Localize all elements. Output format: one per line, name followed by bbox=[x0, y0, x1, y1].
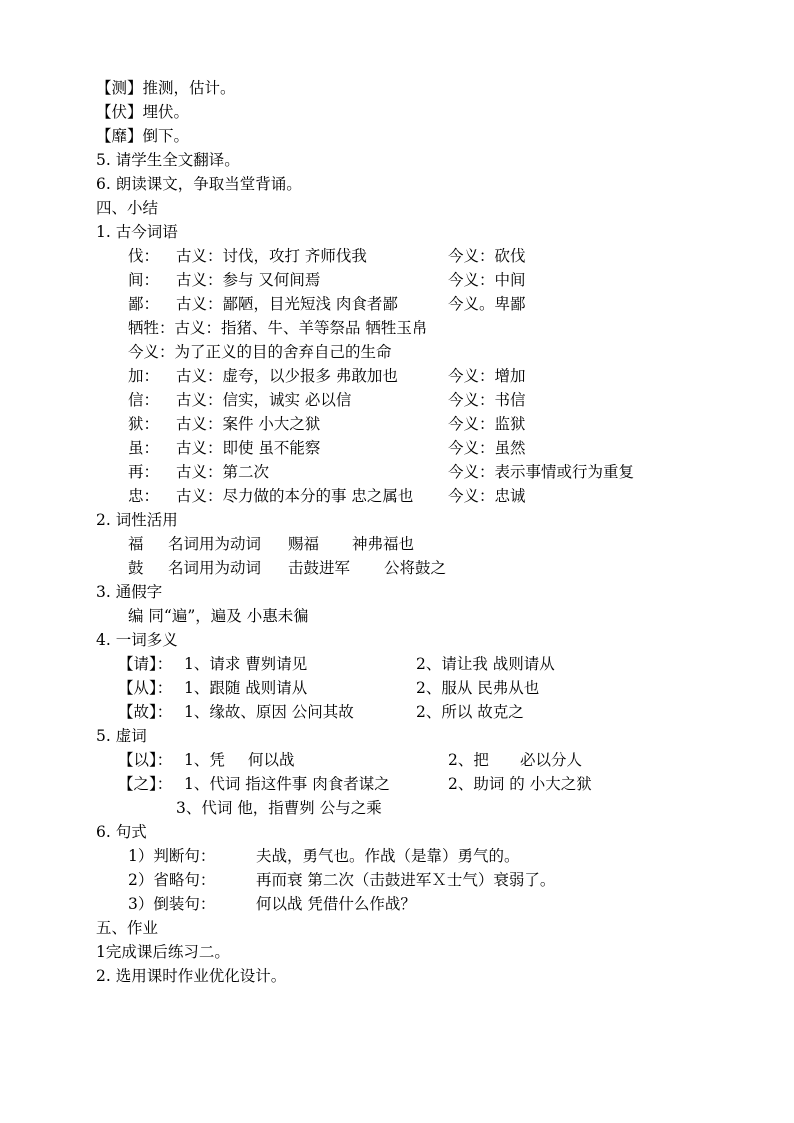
ancient-meaning: 古义：参与 又何间焉 bbox=[176, 271, 321, 289]
sentence-text: 何以战 凭借什么作战？ bbox=[256, 895, 416, 913]
ancient-meaning: 古义：第二次 bbox=[176, 463, 270, 481]
ancient-meaning: 古义：讨伐，攻打 齐师伐我 bbox=[176, 247, 367, 265]
usage-type: 名词用为动词 bbox=[168, 535, 262, 553]
modern-meaning: 今义：砍伐 bbox=[448, 247, 526, 265]
word: 忠： bbox=[128, 487, 160, 505]
modern-meaning: 今义：增加 bbox=[448, 367, 526, 385]
ancient-meaning: 古义：即使 虽不能察 bbox=[176, 439, 321, 457]
word: 再： bbox=[128, 463, 160, 481]
meaning-1: 1、缘故、原因 公问其故 bbox=[184, 703, 354, 721]
sentence-text: 夫战，勇气也。作战（是靠）勇气的。 bbox=[256, 847, 520, 865]
word: 福 bbox=[128, 535, 144, 553]
sentence-label: 1）判断句： bbox=[128, 847, 216, 865]
meaning-2: 2、请让我 战则请从 bbox=[416, 655, 555, 673]
document-page: 【测】推测，估计。 【伏】埋伏。 【靡】倒下。 5. 请学生全文翻译。 6. 朗读课文，争取当堂背诵。 四、小结 1. 古今词语 伐： 古义：讨伐，攻打 齐师伐我 今义：砍伐 间： 古义：参与 又何间焉 今义：中间 鄙： 古义：鄙陋，目光短浅 肉食者鄙 今义。卑鄙 牺牲：古义：指猪、牛、羊等祭品 牺牲玉帛 今义：为了正义的目的舍弃自己的生命 加： 古义：虚夸，以少报多 弗敢加也 今义：增加 信： 古义：信实，诚实 必以信 今义：书信 狱： 古义：案件 小大之狱 今义：监狱 虽： 古义：即使 虽不能察 今义：虽然 再： 古义：第二次 今义：表示事情或行为重复 忠： 古义：尽力做的本分的事 忠之属也 今义：忠诚 2. 词性活用 福 名词用为动词 赐福 神弗福也 鼓 名词用为动词 击鼓进军 公将鼓之 3. 通假字 编 同“遍”，遍及 小惠未徧 4. 一词多义 【请】： 1、请求 曹刿请见 2、请让我 战则请从 【从】： 1、跟随 战则请从 2、服从 民弗从也 【故】： 1、缘故、原因 公问其故 2、所以 故克之 5. 虚词 【以】： 1、凭 何以战 2、把 必以分人 【之】： 1、代词 指这件事 肉食者谋之 2、助词 的 小大之狱 3、代词 他，指曹刿 公与之乘 6. 句式 1）判断句： 夫战，勇气也。作战（是靠）勇气的。 2）省略句： 再而衰 第二次（击鼓进军Ｘ士气）衰弱了。 3）倒装句： 何以战 凭借什么作战？ 五、作业 1完成课后练习二。 2. 选用课时作业优化设计。 bbox=[96, 79, 635, 985]
meaning-2: 2、所以 故克之 bbox=[416, 703, 524, 721]
word: 加： bbox=[128, 367, 160, 385]
meaning-1: 1、跟随 战则请从 bbox=[184, 679, 308, 697]
modern-meaning: 今义：为了正义的目的舍弃自己的生命 bbox=[128, 343, 392, 361]
sentence-label: 2）省略句： bbox=[128, 871, 216, 889]
word: 鼓 bbox=[128, 559, 144, 577]
modern-meaning: 今义：忠诚 bbox=[448, 487, 526, 505]
modern-meaning: 今义：虽然 bbox=[448, 439, 526, 457]
word: 【故】： bbox=[118, 703, 173, 721]
sentence-label: 3）倒装句： bbox=[128, 895, 216, 913]
meaning-2: 2、助词 的 小大之狱 bbox=[448, 775, 592, 793]
ancient-meaning: 古义：案件 小大之狱 bbox=[176, 415, 321, 433]
word: 鄙： bbox=[128, 295, 160, 313]
meaning-1: 1、凭 bbox=[184, 751, 225, 769]
meaning-1: 1、请求 曹刿请见 bbox=[184, 655, 308, 673]
modern-meaning: 今义：监狱 bbox=[448, 415, 526, 433]
ancient-meaning: 古义：鄙陋，目光短浅 肉食者鄙 bbox=[176, 295, 398, 313]
ancient-meaning: 牺牲：古义：指猪、牛、羊等祭品 牺牲玉帛 bbox=[128, 319, 428, 337]
word: 伐： bbox=[128, 247, 160, 265]
modern-meaning: 今义。卑鄙 bbox=[448, 295, 526, 313]
meaning-2: 2、把 bbox=[448, 751, 489, 769]
meaning-1: 1、代词 指这件事 肉食者谋之 bbox=[184, 775, 390, 793]
ancient-meaning: 古义：尽力做的本分的事 忠之属也 bbox=[176, 487, 414, 505]
meaning-1-example: 何以战 bbox=[248, 751, 295, 769]
word: 【以】： bbox=[118, 751, 173, 769]
ancient-meaning: 古义：信实，诚实 必以信 bbox=[176, 391, 352, 409]
modern-meaning: 今义：书信 bbox=[448, 391, 526, 409]
word: 【从】： bbox=[118, 679, 173, 697]
usage-meaning: 赐福 bbox=[288, 535, 320, 553]
word: 【之】： bbox=[118, 775, 173, 793]
usage-example: 神弗福也 bbox=[352, 535, 415, 553]
word: 间： bbox=[128, 271, 160, 289]
modern-meaning: 今义：中间 bbox=[448, 271, 526, 289]
word: 信： bbox=[128, 391, 160, 409]
word: 虽： bbox=[128, 439, 160, 457]
meaning-2: 2、服从 民弗从也 bbox=[416, 679, 540, 697]
meaning-3: 3、代词 他，指曹刿 公与之乘 bbox=[176, 799, 382, 817]
usage-example: 公将鼓之 bbox=[384, 559, 447, 577]
word: 狱： bbox=[128, 415, 160, 433]
modern-meaning: 今义：表示事情或行为重复 bbox=[448, 463, 635, 481]
meaning-2-example: 必以分人 bbox=[520, 751, 583, 769]
usage-type: 名词用为动词 bbox=[168, 559, 262, 577]
word: 【请】： bbox=[118, 655, 173, 673]
ancient-meaning: 古义：虚夸，以少报多 弗敢加也 bbox=[176, 367, 398, 385]
usage-meaning: 击鼓进军 bbox=[288, 559, 351, 577]
sentence-text: 再而衰 第二次（击鼓进军Ｘ士气）衰弱了。 bbox=[256, 871, 556, 889]
